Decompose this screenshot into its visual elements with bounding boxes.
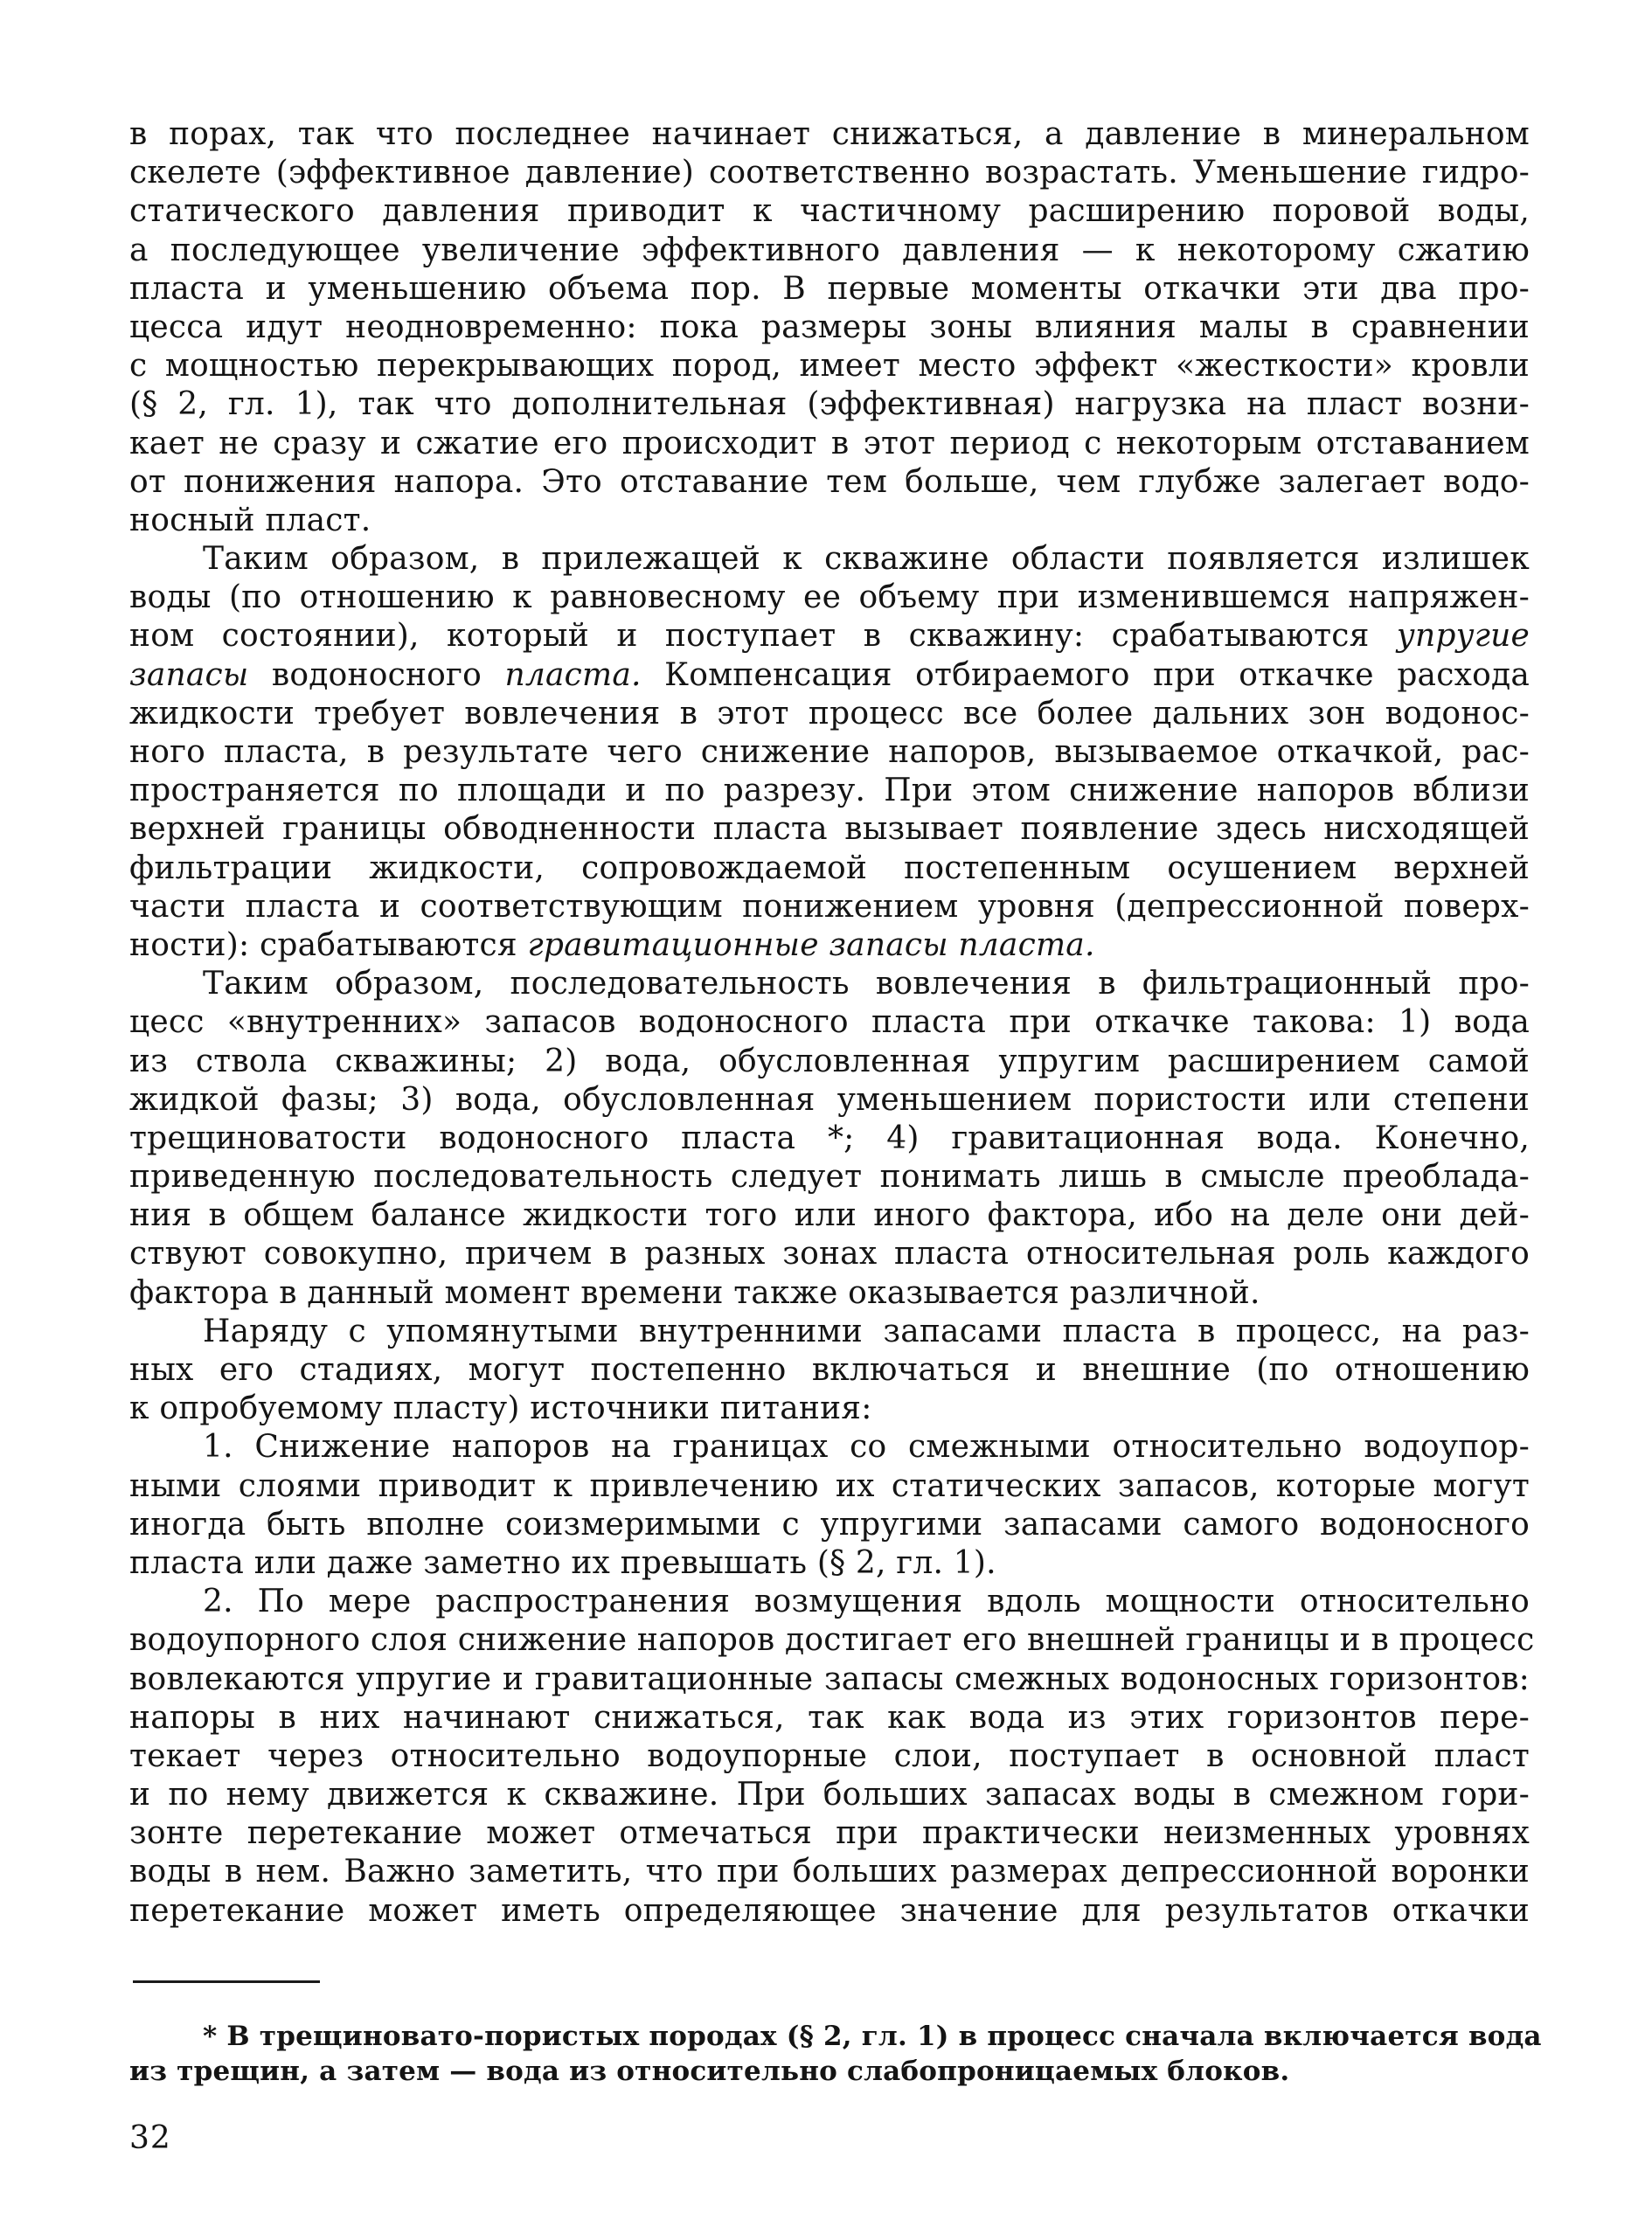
text-segment: 2. По мере распространения возмущения вдоль мощности относительно — [203, 1584, 1530, 1620]
footnote-line: из трещин, а затем — вода из относительно слабопроницаемых блоков. — [129, 2056, 1290, 2087]
text-line — [129, 1428, 1530, 1467]
italic-term: гравитационные запасы пласта. — [527, 926, 1095, 963]
text-segment: ния в общем балансе жидкости того или иного фактора, ибо на деле они дей- — [129, 1197, 1530, 1234]
text-line — [129, 385, 1530, 424]
text-line — [129, 695, 1530, 733]
text-segment: фактора в данный момент времени также оказывается различной. — [129, 1274, 1260, 1311]
text-line — [129, 1274, 1530, 1313]
text-segment: жидкости требует вовлечения в этот процесс все более дальних зон водонос- — [129, 695, 1530, 732]
text-segment: 1. Снижение напоров на границах со смежными относительно водоупор- — [203, 1429, 1530, 1466]
text-segment: ными слоями приводит к привлечению их статических запасов, которые могут — [129, 1467, 1530, 1504]
text-line — [129, 347, 1530, 385]
text-line — [129, 1661, 1530, 1699]
text-line — [129, 1081, 1530, 1120]
text-segment: и по нему движется к скважине. При больших запасах воды в смежном гори- — [129, 1777, 1530, 1813]
text-segment: кает не сразу и сжатие его происходит в этот период с некоторым отставанием — [129, 425, 1530, 461]
text-segment: фильтрации жидкости, сопровождаемой постепенным осушением верхней — [129, 849, 1530, 886]
text-line — [129, 1196, 1530, 1235]
text-line — [129, 617, 1530, 655]
footnote — [129, 2019, 1542, 2089]
text-segment: ных его стадиях, могут постепенно включаться и внешние (по отношению — [129, 1352, 1530, 1388]
text-segment: иногда быть вполне соизмеримыми с упругими запасами самого водоносного — [129, 1506, 1530, 1543]
text-line — [129, 1003, 1530, 1042]
text-line — [129, 1313, 1530, 1351]
text-segment: воды в нем. Важно заметить, что при больших размерах депрессионной воронки — [129, 1854, 1530, 1890]
text-segment: ности): срабатываются — [129, 926, 528, 963]
text-line — [129, 772, 1530, 810]
text-line — [129, 733, 1530, 772]
text-line — [129, 1120, 1530, 1158]
text-line — [129, 192, 1530, 231]
text-segment: носный пласт. — [129, 502, 371, 538]
text-line — [129, 849, 1530, 888]
text-line — [129, 1235, 1530, 1273]
text-line — [129, 1506, 1530, 1544]
text-segment: водоносного — [248, 656, 505, 693]
text-line — [129, 270, 1530, 309]
text-segment: верхней границы обводненности пласта вызывает появление здесь нисходящей — [129, 811, 1530, 848]
text-segment: статического давления приводит к частичному расширению поровой воды, — [129, 193, 1530, 230]
text-line — [129, 1583, 1530, 1621]
text-line — [129, 1351, 1530, 1390]
text-line — [129, 425, 1530, 463]
text-line — [129, 579, 1530, 617]
text-line — [129, 1043, 1530, 1081]
text-line — [129, 115, 1530, 154]
italic-term: пласта. — [504, 656, 642, 693]
text-segment: пласта или даже заметно их превышать (§ 2, гл. 1). — [129, 1544, 996, 1581]
text-segment: трещиноватости водоносного пласта *; 4) гравитационная вода. Конечно, — [129, 1120, 1530, 1156]
text-segment: цесс «внутренних» запасов водоносного пласта при откачке такова: 1) вода — [129, 1004, 1530, 1041]
text-segment: воды (по отношению к равновесному ее объему при изменившемся напряжен- — [129, 579, 1530, 616]
text-segment: от понижения напора. Это отставание тем больше, чем глубже залегает водо- — [129, 463, 1530, 500]
text-segment: приведенную последовательность следует понимать лишь в смысле преоблада- — [129, 1159, 1530, 1196]
text-segment: ствуют совокупно, причем в разных зонах пласта относительная роль каждого — [129, 1236, 1530, 1272]
text-line — [129, 309, 1530, 347]
text-line — [129, 1544, 1530, 1583]
text-segment: в порах, так что последнее начинает снижаться, а давление в минеральном — [129, 116, 1530, 152]
text-line — [129, 1737, 1530, 1776]
text-segment: ного пласта, в результате чего снижение напоров, вызываемое откачкой, рас- — [129, 734, 1530, 770]
page-number: 32 — [129, 2120, 171, 2156]
text-segment: цесса идут неодновременно: пока размеры зоны влияния малы в сравнении — [129, 309, 1530, 345]
text-line — [129, 1699, 1530, 1737]
text-segment: зонте перетекание может отмечаться при практически неизменных уровнях — [129, 1815, 1530, 1852]
text-line — [129, 1158, 1530, 1196]
text-line — [129, 1776, 1530, 1814]
text-segment: вовлекаются упругие и гравитационные запасы смежных водоносных горизонтов: — [129, 1661, 1530, 1697]
text-line — [129, 154, 1530, 192]
text-segment: с мощностью перекрывающих пород, имеет место эффект «жесткости» кровли — [129, 348, 1530, 385]
text-segment: напоры в них начинают снижаться, так как вода из этих горизонтов пере- — [129, 1699, 1530, 1736]
text-segment: из ствола скважины; 2) вода, обусловленная упругим расширением самой — [129, 1043, 1530, 1079]
text-segment: Компенсация отбираемого при откачке расхода — [641, 656, 1530, 693]
text-line — [129, 1892, 1530, 1931]
text-line — [129, 656, 1530, 695]
text-line — [129, 1390, 1530, 1428]
text-segment: водоупорного слоя снижение напоров достигает его внешней границы и в процесс — [129, 1622, 1535, 1659]
text-segment: перетекание может иметь определяющее значение для результатов откачки — [129, 1892, 1530, 1929]
italic-term: упругие — [1396, 618, 1530, 655]
text-segment: Таким образом, в прилежащей к скважине области появляется излишек — [203, 541, 1530, 578]
text-segment: Таким образом, последовательность вовлечения в фильтрационный про- — [203, 966, 1530, 1002]
text-segment: а последующее увеличение эффективного давления — к некоторому сжатию — [129, 232, 1530, 268]
text-segment: части пласта и соответствующим понижением уровня (депрессионной поверх- — [129, 888, 1530, 925]
text-line — [129, 463, 1530, 502]
text-line — [129, 926, 1530, 965]
text-segment: ном состоянии), который и поступает в скважину: срабатываются — [129, 618, 1397, 655]
text-line — [129, 888, 1530, 926]
italic-term: запасы — [129, 656, 249, 693]
text-line — [129, 810, 1530, 849]
text-segment: жидкой фазы; 3) вода, обусловленная уменьшением пористости или степени — [129, 1081, 1530, 1118]
text-segment: текает через относительно водоупорные слои, поступает в основной пласт — [129, 1737, 1530, 1774]
text-line — [129, 232, 1530, 270]
text-line — [129, 540, 1530, 579]
text-segment: Наряду с упомянутыми внутренними запасами пласта в процесс, на раз- — [203, 1313, 1530, 1349]
main-text-block — [129, 115, 1535, 1931]
text-line — [129, 1467, 1530, 1506]
text-segment: (§ 2, гл. 1), так что дополнительная (эффективная) нагрузка на пласт возни- — [129, 386, 1530, 423]
footnote-separator — [133, 1980, 320, 1983]
text-line — [129, 1621, 1535, 1660]
text-line — [129, 965, 1530, 1003]
text-segment: к опробуемому пласту) источники питания: — [129, 1390, 872, 1427]
text-line — [129, 1814, 1530, 1853]
text-segment: скелете (эффективное давление) соответственно возрастать. Уменьшение гидро- — [129, 155, 1530, 191]
text-line — [129, 502, 1530, 540]
footnote-line: * В трещиновато-пористых породах (§ 2, гл. 1) в процесс сначала включается вода — [203, 2021, 1542, 2052]
text-segment: пространяется по площади и по разрезу. При этом снижение напоров вблизи — [129, 773, 1530, 809]
text-segment: пласта и уменьшению объема пор. В первые моменты откачки эти два про- — [129, 270, 1530, 307]
text-line — [129, 1853, 1530, 1891]
